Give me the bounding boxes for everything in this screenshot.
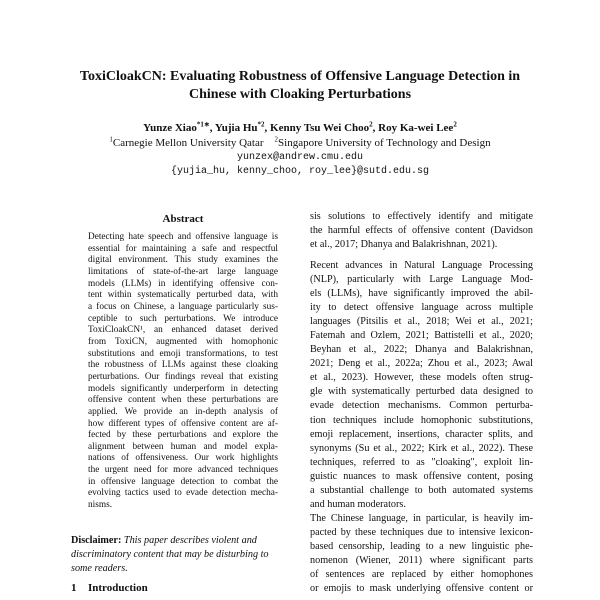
text-line: substitutions and emoji transformations, to test xyxy=(88,348,278,359)
text-line: languages (Pitsilis et al., 2018; Wei et al., 2021; xyxy=(310,316,533,328)
author-mark: 2 xyxy=(453,120,457,129)
text-line: from ToxiCN, augmented with homophonic xyxy=(88,336,278,347)
author-mark: *2 xyxy=(257,120,265,129)
text-line: pacted by these techniques due to intensive lexicon- xyxy=(310,527,533,539)
abstract-heading: Abstract xyxy=(162,213,204,225)
text-line: evade detection mechanisms. Common perturba- xyxy=(310,400,533,412)
text-line: nations of offensiveness. Our work highlights xyxy=(88,453,278,464)
affiliation-name: Singapore University of Technology and Design xyxy=(278,137,491,149)
text-line: gle with systematically perturbed data designed to xyxy=(310,386,533,398)
text-line: fected by these perturbations and explore the xyxy=(88,430,278,441)
text-line: 2021; Deng et al., 2022a; Zhou et al., 2023; Awal xyxy=(310,358,533,370)
text-line: digital environment. This study examines the xyxy=(88,255,278,266)
text-line: a substantial challenge to both automated systems xyxy=(310,484,533,496)
text-line: offensive content when these perturbations are xyxy=(88,395,278,406)
text-line: in offensive language detection to combat the xyxy=(88,476,278,487)
text-line: Recent advances in Natural Language Processing xyxy=(310,260,533,271)
body-paragraph xyxy=(310,259,533,512)
text-line: synonyms (Su et al., 2022; Kirk et al., 2022). These xyxy=(310,442,533,454)
text-line: ToxiCloakCN¹, an enhanced dataset derived xyxy=(88,325,278,336)
section-heading xyxy=(71,582,293,594)
affiliation-name: Carnegie Mellon University Qatar xyxy=(112,137,264,149)
text-line: et al., 2023). However, these models often strug- xyxy=(310,372,533,384)
author-email: yunzex@andrew.cmu.edu xyxy=(236,152,364,163)
text-line: sis solutions to effectively identify and mitigate xyxy=(310,211,533,222)
author-mark: *1∗ xyxy=(196,120,210,129)
text-line: or emojis to mask underlying offensive content or xyxy=(310,583,533,595)
paper-title xyxy=(40,68,560,104)
disclaimer xyxy=(71,534,293,576)
text-line: techniques, referred to as "cloaking", exploit lin- xyxy=(310,456,533,468)
disclaimer-text: discriminatory content that may be disturbing to xyxy=(71,549,269,560)
disclaimer-text: This paper describes violent and xyxy=(121,535,257,546)
author-name: Roy Ka-wei Lee xyxy=(378,122,454,134)
author-list: Yunze Xiao$^{*1∗}$, Yujia Hu$^{*2}$, Kenny Tsu Wei Choo$^2$, Roy Ka-wei Lee$^2$ xyxy=(143,120,457,134)
text-line: Fatemah and Ozlem, 2021; Battistelli et al., 2020; xyxy=(310,330,533,342)
abstract-body xyxy=(88,232,278,512)
title-line: Chinese with Cloaking Perturbations xyxy=(188,87,412,102)
affiliation-mark: 1 xyxy=(109,135,113,144)
disclaimer-text: some readers. xyxy=(71,563,128,574)
disclaimer-label: Disclaimer: xyxy=(71,535,122,546)
text-line: evolving tactics used to evade detection mecha- xyxy=(88,488,278,499)
body-paragraph xyxy=(310,512,533,596)
text-line: guistic nuances to mask offensive content, posing xyxy=(310,470,533,482)
text-line: the harmful effects of offensive content (Davidson xyxy=(310,225,533,237)
text-line: perturbations. Our findings reveal that existing xyxy=(88,371,278,382)
text-line: (NLP), particularly with Large Language Mod- xyxy=(310,274,533,286)
author-name: Yujia Hu xyxy=(214,122,258,134)
author-email: {yujia_hu, kenny_choo, roy_lee}@sutd.edu.sg xyxy=(170,166,430,177)
affiliation-mark: 2 xyxy=(274,135,279,144)
text-line: et al., 2017; Dhanya and Balakrishnan, 2021). xyxy=(310,239,498,251)
text-line: a focus on Chinese, a language particularly sus- xyxy=(88,301,278,312)
section-title: Introduction xyxy=(88,582,148,594)
text-line: limitations of state-of-the-art large language xyxy=(88,266,278,277)
section-number: 1 xyxy=(71,582,77,594)
text-line: tent within systematically perturbed data, with xyxy=(88,290,278,301)
author-name: Yunze Xiao xyxy=(143,122,197,134)
author-name: Kenny Tsu Wei Choo xyxy=(270,122,370,134)
author-mark: 2 xyxy=(369,120,373,129)
body-paragraph xyxy=(310,210,533,252)
text-line: tion techniques include homophonic substitutions, xyxy=(310,414,533,426)
text-line: ceptible to such perturbations. We introduce xyxy=(88,313,278,324)
text-line: based censorship, leading to a new linguistic phe- xyxy=(310,541,533,553)
text-line: Beyhan et al., 2022; Dhanya and Balakrishnan, xyxy=(310,344,533,356)
text-line: models significantly underperform in detecting xyxy=(88,383,278,394)
text-line: els (LLMs), have significantly improved the abil- xyxy=(310,288,533,300)
text-line: nisms. xyxy=(88,500,113,511)
text-line: emoji replacement, insertions, character splits, and xyxy=(310,428,533,440)
title-line: ToxiCloakCN: Evaluating Robustness of Offensive Language Detection in xyxy=(79,69,521,84)
text-line: the urgent need for more advanced techniques xyxy=(88,465,278,476)
text-line: models (LLMs) in identifying offensive con- xyxy=(88,278,278,289)
text-line: applied. We provide an in-depth analysis of xyxy=(88,406,278,417)
text-line: The Chinese language, in particular, is heavily im- xyxy=(310,513,533,524)
text-line: nomenon (Wiener, 2011) where significant parts xyxy=(310,555,533,567)
text-line: and human moderators. xyxy=(310,498,406,510)
text-line: Detecting hate speech and offensive language is xyxy=(88,232,278,242)
text-line: how different types of offensive content are af- xyxy=(88,418,278,429)
text-line: alignment between human and model expla- xyxy=(88,441,278,452)
affiliations xyxy=(40,136,560,150)
text-line: of sentences are replaced by either homophones xyxy=(310,569,533,581)
text-line: the robustness of LLMs against these cloaking xyxy=(88,360,278,371)
text-line: essential for maintaining a safe and respectful xyxy=(88,243,278,254)
text-line: ity to detect offensive language across multiple xyxy=(310,302,533,314)
